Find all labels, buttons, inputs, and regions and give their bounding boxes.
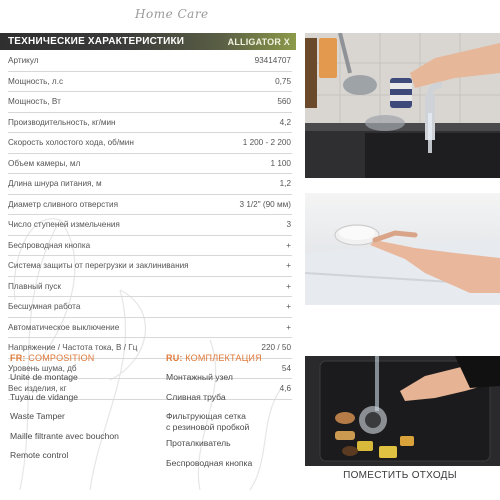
- spec-value: +: [286, 281, 291, 291]
- spec-row: [8, 215, 292, 236]
- list-item: Tuyau de vidange: [10, 391, 79, 402]
- spec-value: 1,2: [279, 179, 291, 189]
- photo-wireless-button: [305, 193, 500, 305]
- model-name: ALLIGATOR X: [227, 36, 290, 47]
- spec-row: [8, 51, 292, 72]
- fr-code: FR:: [10, 353, 26, 363]
- spec-value: 4,6: [279, 384, 291, 394]
- ru-code: RU:: [166, 353, 183, 363]
- list-item: Беспроводная кнопка: [166, 457, 253, 468]
- spec-row: [8, 92, 292, 113]
- photo-pouring-waste: [305, 33, 500, 178]
- spec-table: [8, 51, 292, 400]
- spec-label: Система защиты от перегрузки и заклинивания: [8, 261, 189, 271]
- spec-row: [8, 297, 292, 318]
- list-item: Монтажный узел: [166, 372, 233, 382]
- spec-row: [8, 133, 292, 154]
- spec-label: Бесшумная работа: [8, 302, 81, 312]
- spec-label: Вес изделия, кг: [8, 384, 67, 394]
- photo-sink-waste: [305, 356, 500, 466]
- spec-label: Беспроводная кнопка: [8, 240, 91, 250]
- spec-value: 4,2: [279, 117, 291, 127]
- list-item: Unite de montage: [10, 372, 78, 382]
- fr-title: COMPOSITION: [25, 353, 95, 363]
- spec-label: Производительность, кг/мин: [8, 117, 116, 127]
- spec-value: 3: [286, 220, 291, 230]
- spec-title: ТЕХНИЧЕСКИЕ ХАРАКТЕРИСТИКИ: [8, 36, 185, 47]
- spec-label: Мощность, Вт: [8, 97, 61, 107]
- spec-value: 1 200 - 2 200: [242, 138, 291, 148]
- spec-row: [8, 195, 292, 216]
- spec-row: [8, 256, 292, 277]
- spec-header-band: [0, 33, 296, 50]
- list-item: Проталкиватель: [166, 438, 231, 448]
- spec-label: Уровень шума, дб: [8, 363, 77, 373]
- ru-section-heading: [166, 353, 262, 363]
- fr-composition-list: [10, 372, 119, 470]
- list-item: Фильтрующая сетка с резиновой пробкой: [166, 411, 250, 432]
- photo-caption: ПОМЕСТИТЬ ОТХОДЫ: [343, 470, 457, 481]
- spec-value: 220 / 50: [261, 343, 291, 353]
- spec-label: Объем камеры, мл: [8, 158, 81, 168]
- spec-value: 0,75: [275, 76, 291, 86]
- spec-label: Скорость холостого хода, об/мин: [8, 138, 134, 148]
- spec-value: +: [286, 302, 291, 312]
- ru-title: КОМПЛЕКТАЦИЯ: [182, 353, 262, 363]
- spec-label: Плавный пуск: [8, 281, 61, 291]
- list-item: Remote control: [10, 450, 69, 460]
- spec-label: Мощность, л.с: [8, 76, 64, 86]
- spec-row: [8, 113, 292, 134]
- brand-logo-text: Home Care: [135, 7, 209, 21]
- spec-value: +: [286, 240, 291, 250]
- fr-section-heading: [10, 353, 95, 363]
- list-item: Maille filtrante avec bouchon: [10, 430, 119, 441]
- spec-value: +: [286, 322, 291, 332]
- spec-label: Автоматическое выключение: [8, 322, 120, 332]
- spec-row: [8, 318, 292, 339]
- spec-row: [8, 277, 292, 298]
- spec-value: 93414707: [254, 56, 291, 66]
- spec-row: [8, 154, 292, 175]
- brand-logo: [135, 0, 255, 26]
- spec-value: 1 100: [270, 158, 291, 168]
- spec-label: Напряжение / Частота тока, В / Гц: [8, 343, 138, 353]
- spec-row: [8, 72, 292, 93]
- spec-value: 54: [281, 363, 291, 373]
- ru-composition-list: [166, 372, 252, 477]
- spec-label: Артикул: [8, 56, 39, 66]
- spec-value: 560: [277, 97, 291, 107]
- spec-row: [8, 174, 292, 195]
- spec-label: Длина шнура питания, м: [8, 179, 102, 189]
- spec-label: Диаметр сливного отверстия: [8, 199, 119, 209]
- spec-value: 3 1/2" (90 мм): [239, 199, 291, 209]
- list-item: Waste Tamper: [10, 411, 65, 421]
- spec-row: [8, 236, 292, 257]
- list-item: Сливная труба: [166, 391, 226, 402]
- spec-label: Число ступеней измельчения: [8, 220, 120, 230]
- spec-value: +: [286, 261, 291, 271]
